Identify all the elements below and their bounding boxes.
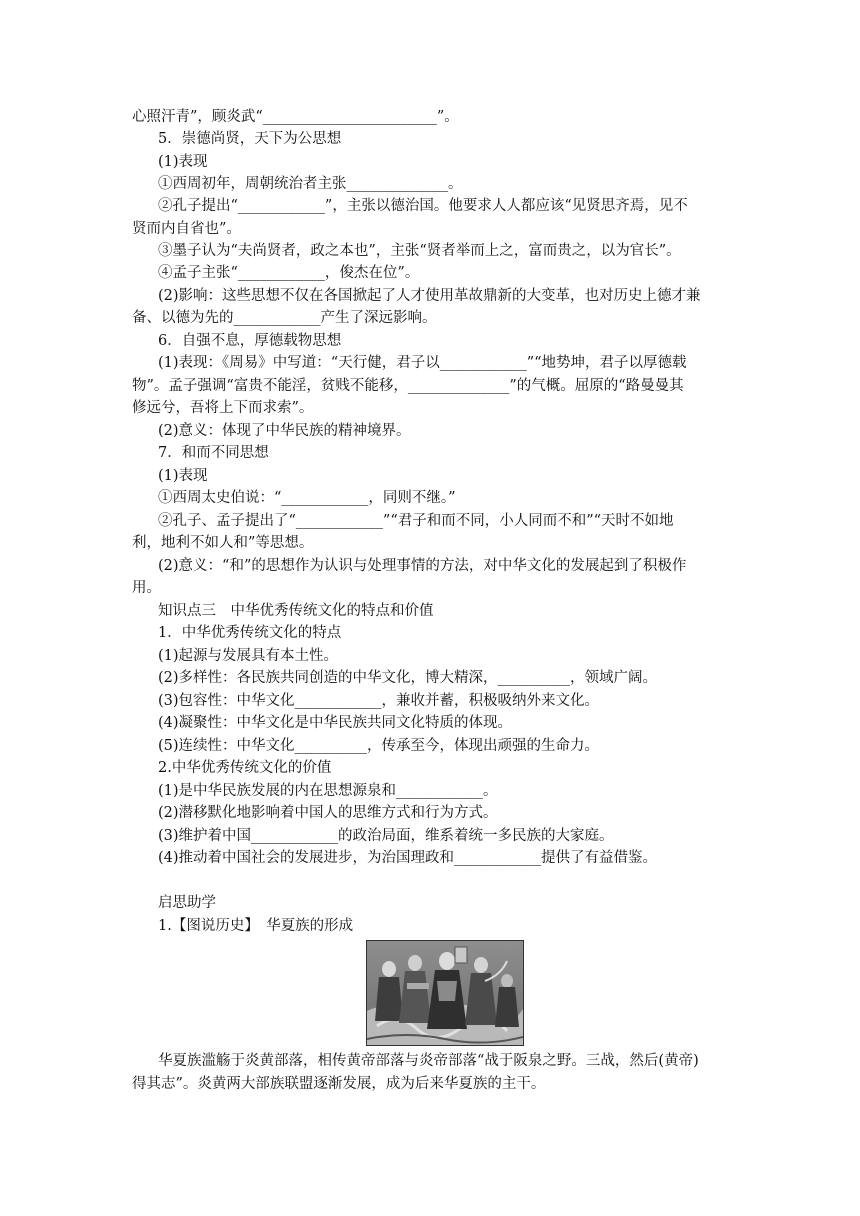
text-line: ④孟子主张“____________，俊杰在位”。 [158,265,420,281]
text-line: ①西周太史伯说：“____________，同则不继。” [158,490,456,506]
text-line: (1)表现 [158,154,208,170]
text-line: ①西周初年，周朝统治者主张______________。 [158,176,463,192]
knowledge-point-heading: 知识点三 中华优秀传统文化的特点和价值 [158,603,434,619]
ancient-figures-illustration-icon [366,940,524,1046]
text-line: (1)表现：《周易》中写道：“天行健，君子以____________”“地势坤，君子以厚德载 [158,355,687,371]
text-line: 贤而内自省也”。 [132,221,241,237]
section-heading-7: 7．和而不同思想 [158,445,269,461]
figure-caption: 1.【图说历史】 华夏族的形成 [158,918,354,934]
text-line: (2)潜移默化地影响着中国人的思维方式和行为方式。 [158,805,498,821]
text-line: (2)意义：体现了中华民族的精神境界。 [158,423,411,439]
section-heading-6: 6．自强不息，厚德载物思想 [158,333,342,349]
text-line: (5)连续性：中华文化__________，传承至今，体现出顽强的生命力。 [158,738,600,754]
text-line: 物”。孟子强调“富贵不能淫，贫贱不能移，______________”的气概。屈原的“路曼曼其 [132,378,684,394]
section-heading-5: 5．崇德尚贤，天下为公思想 [158,131,342,147]
text-line: (2)多样性：各民族共同创造的中华文化，博大精深，__________，领域广阔。 [158,670,658,686]
text-line: (3)包容性：中华文化____________，兼收并蓄，积极吸纳外来文化。 [158,693,600,709]
text-line: (2)影响：这些思想不仅在各国掀起了人才使用革故鼎新的大变革，也对历史上德才兼 [158,288,701,304]
text-line: ③墨子认为“夫尚贤者，政之本也”，主张“贤者举而上之，富而贵之，以为官长”。 [158,243,681,259]
text-line: 华夏族滥觞于炎黄部落，相传黄帝部落与炎帝部落“战于阪泉之野。三战，然后(黄帝) [158,1053,699,1069]
text-line: 利，地利不如人和”等思想。 [132,535,314,551]
text-line: 用。 [132,580,161,596]
text-line: (2)意义：“和”的思想作为认识与处理事情的方法，对中华文化的发展起到了积极作 [158,558,687,574]
text-line: (1)起源与发展具有本土性。 [158,648,339,664]
text-line: (1)表现 [158,468,208,484]
text-line: (3)维护着中国____________的政治局面，维系着统一多民族的大家庭。 [158,828,614,844]
text-line: 心照汗青”，顾炎武“________________________”。 [132,109,459,125]
section-heading-qisi: 启思助学 [158,895,216,911]
text-line: 2.中华优秀传统文化的价值 [158,760,332,776]
text-line: 得其志”。炎黄两大部族联盟逐渐发展，成为后来华夏族的主干。 [132,1076,546,1092]
text-line: ②孔子、孟子提出了“____________”“君子和而不同，小人同而不和”“天时不如地 [158,513,674,529]
text-line: 备、以德为先的____________产生了深远影响。 [132,310,437,326]
text-line: ②孔子提出“____________”，主张以德治国。他要求人人都应该“见贤思齐焉，见不 [158,198,688,214]
text-line: 1．中华优秀传统文化的特点 [158,625,342,641]
text-line: (4)推动着中国社会的发展进步，为治国理政和____________提供了有益借鉴。 [158,850,658,866]
text-line: (4)凝聚性：中华文化是中华民族共同文化特质的体现。 [158,715,513,731]
text-line: (1)是中华民族发展的内在思想源泉和____________。 [158,783,498,799]
text-line: 修远兮，吾将上下而求索”。 [132,400,314,416]
